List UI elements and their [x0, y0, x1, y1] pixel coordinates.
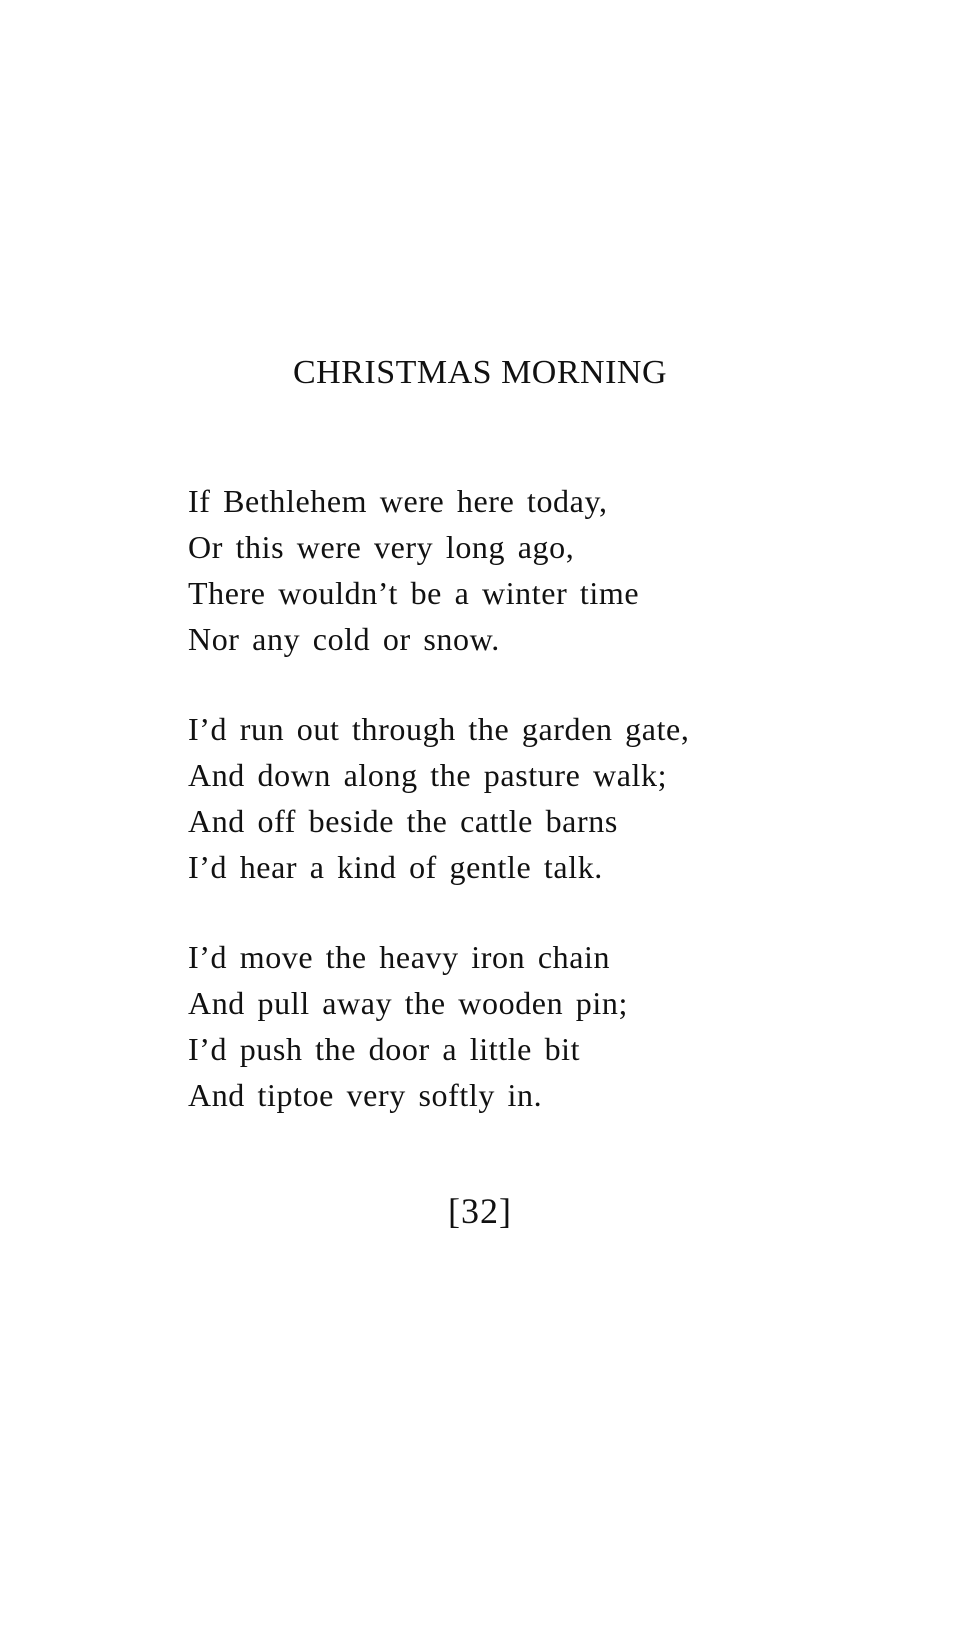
poem-line: Nor any cold or snow. — [188, 621, 500, 657]
stanza-1 — [188, 478, 808, 662]
poem-title: CHRISTMAS MORNING — [292, 354, 668, 391]
poem-line: Or this were very long ago, — [188, 529, 575, 565]
poem-line: I’d hear a kind of gentle talk. — [188, 849, 603, 885]
poem-line: And tiptoe very softly in. — [188, 1077, 543, 1113]
poem-line: I’d move the heavy iron chain — [188, 939, 611, 975]
stanza-3 — [188, 934, 808, 1118]
poem-line: And off beside the cattle barns — [188, 803, 618, 839]
poem-line: And down along the pasture walk; — [188, 757, 668, 793]
poem-line: If Bethlehem were here today, — [188, 483, 608, 519]
poem-line: There wouldn’t be a winter time — [188, 575, 640, 611]
poem-body — [188, 478, 808, 1162]
stanza-2 — [188, 706, 808, 890]
page-number: [32] — [448, 1191, 512, 1231]
poem-line: And pull away the wooden pin; — [188, 985, 628, 1021]
poem-line: I’d push the door a little bit — [188, 1031, 581, 1067]
poem-line: I’d run out through the garden gate, — [188, 711, 690, 747]
